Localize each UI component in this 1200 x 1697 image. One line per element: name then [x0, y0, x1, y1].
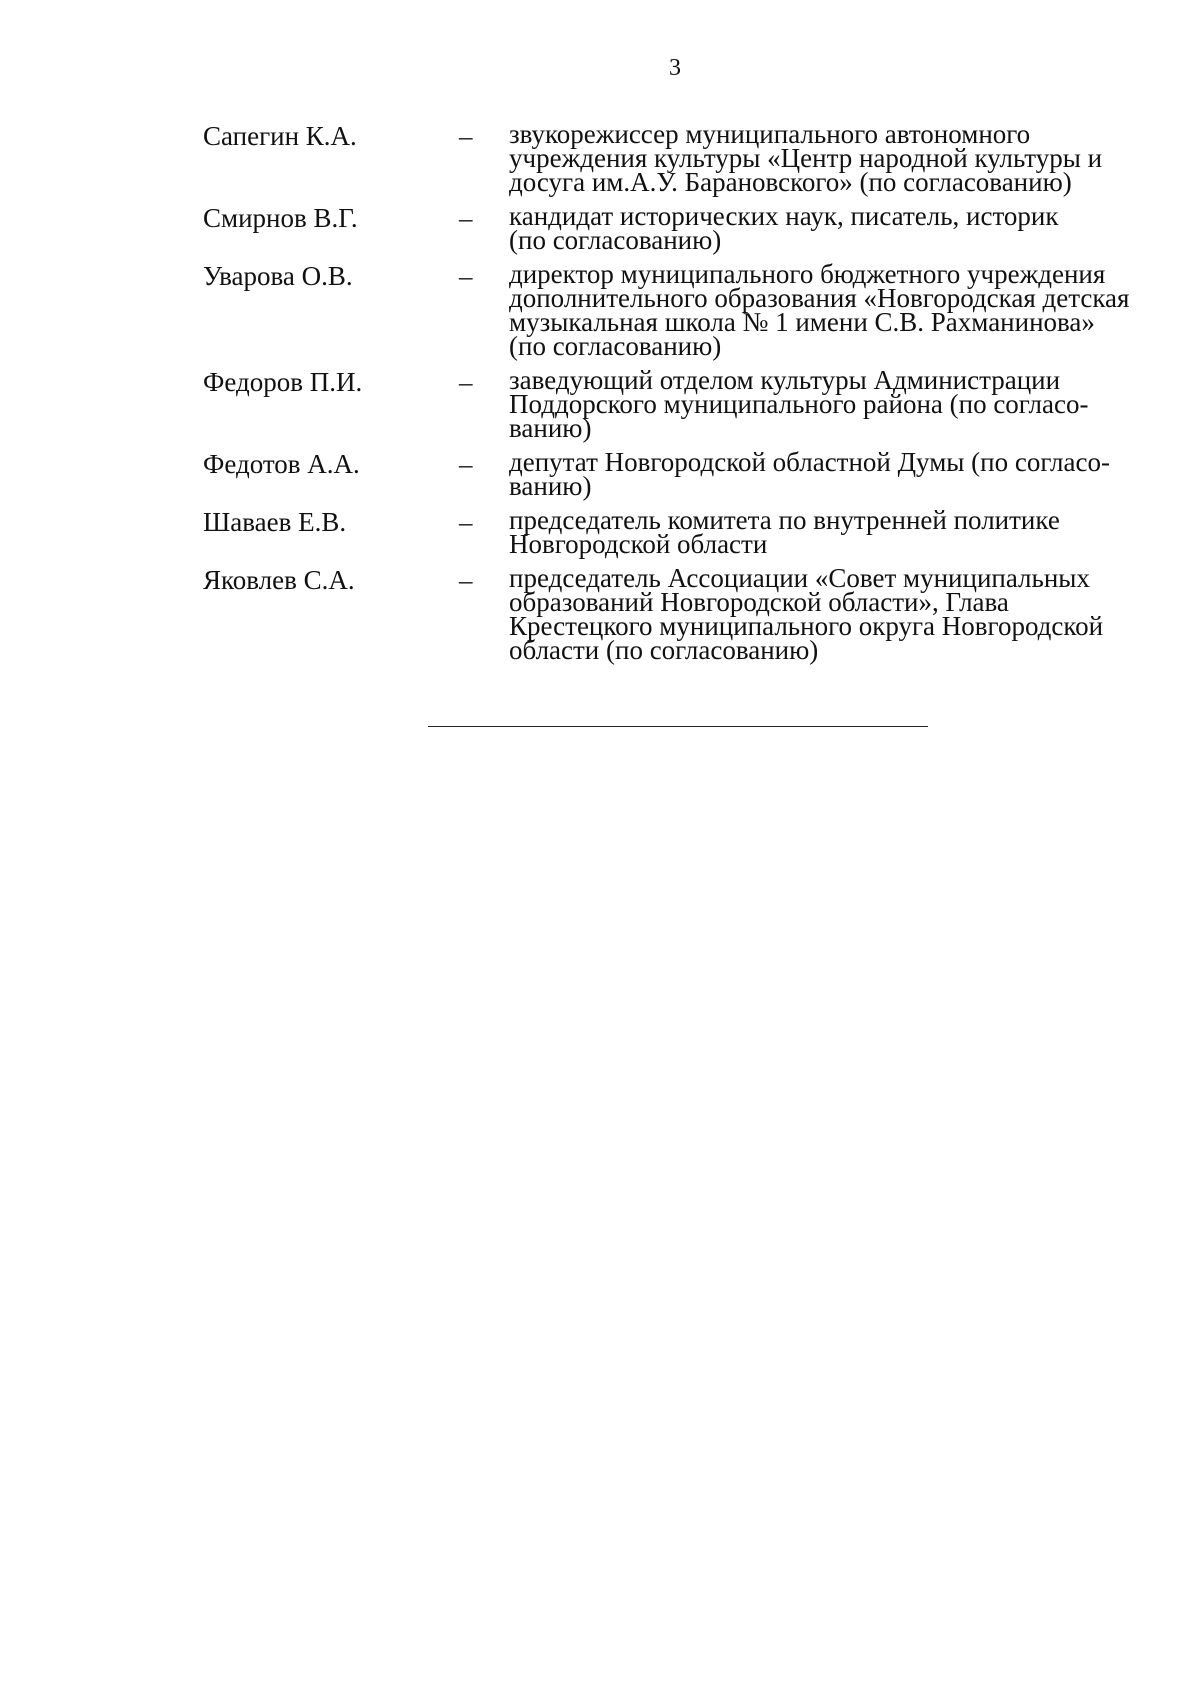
list-item	[203, 505, 1143, 559]
member-name: Шаваев Е.В.	[203, 507, 347, 537]
member-name: Яковлев С.А.	[203, 565, 355, 595]
description-line: депутат Новгородской областной Думы (по согласо-	[509, 447, 1110, 477]
dash-separator: –	[459, 367, 473, 397]
description-line: досуга им.А.У. Барановского» (по согласованию)	[509, 167, 1072, 197]
description-line: дополнительного образования «Новгородская детская	[509, 283, 1130, 313]
dash-separator: –	[459, 121, 473, 151]
list-item	[203, 447, 1143, 501]
list-item	[203, 259, 1143, 361]
dash-separator: –	[459, 449, 473, 479]
description-line: (по согласованию)	[509, 225, 722, 255]
list-item	[203, 365, 1143, 443]
member-description	[509, 259, 1149, 361]
description-line: кандидат исторических наук, писатель, историк	[509, 201, 1059, 231]
member-name: Федотов А.А.	[203, 449, 360, 479]
member-description	[509, 201, 1149, 255]
description-line: Новгородской области	[509, 529, 768, 559]
member-name: Федоров П.И.	[203, 367, 363, 397]
description-line: музыкальная школа № 1 имени С.В. Рахманинова»	[509, 307, 1095, 337]
member-description	[509, 119, 1149, 197]
description-line: (по согласованию)	[509, 331, 722, 361]
description-line: заведующий отделом культуры Администрации	[509, 365, 1061, 395]
dash-separator: –	[459, 507, 473, 537]
dash-separator: –	[459, 261, 473, 291]
description-line: звукорежиссер муниципального автономного	[509, 119, 1031, 149]
end-divider-line	[428, 726, 928, 727]
list-item	[203, 563, 1143, 665]
description-line: председатель Ассоциации «Совет муниципальных	[509, 563, 1090, 593]
member-description	[509, 447, 1149, 501]
description-line: Крестецкого муниципального округа Новгородской	[509, 611, 1104, 641]
list-item	[203, 201, 1143, 255]
description-line: ванию)	[509, 471, 592, 501]
description-line: Поддорского муниципального района (по согласо-	[509, 389, 1089, 419]
description-line: области (по согласованию)	[509, 635, 819, 665]
list-item	[203, 119, 1143, 197]
member-description	[509, 505, 1149, 559]
member-name: Сапегин К.А.	[203, 121, 357, 151]
description-line: ванию)	[509, 413, 592, 443]
description-line: учреждения культуры «Центр народной культуры и	[509, 143, 1103, 173]
description-line: председатель комитета по внутренней политике	[509, 505, 1060, 535]
member-name: Уварова О.В.	[203, 261, 353, 291]
member-description	[509, 563, 1149, 665]
page-number: 3	[669, 55, 681, 81]
member-name: Смирнов В.Г.	[203, 203, 358, 233]
dash-separator: –	[459, 203, 473, 233]
description-line: директор муниципального бюджетного учреждения	[509, 259, 1106, 289]
member-list	[203, 119, 1143, 672]
description-line: образований Новгородской области», Глава	[509, 587, 1009, 617]
member-description	[509, 365, 1149, 443]
dash-separator: –	[459, 565, 473, 595]
